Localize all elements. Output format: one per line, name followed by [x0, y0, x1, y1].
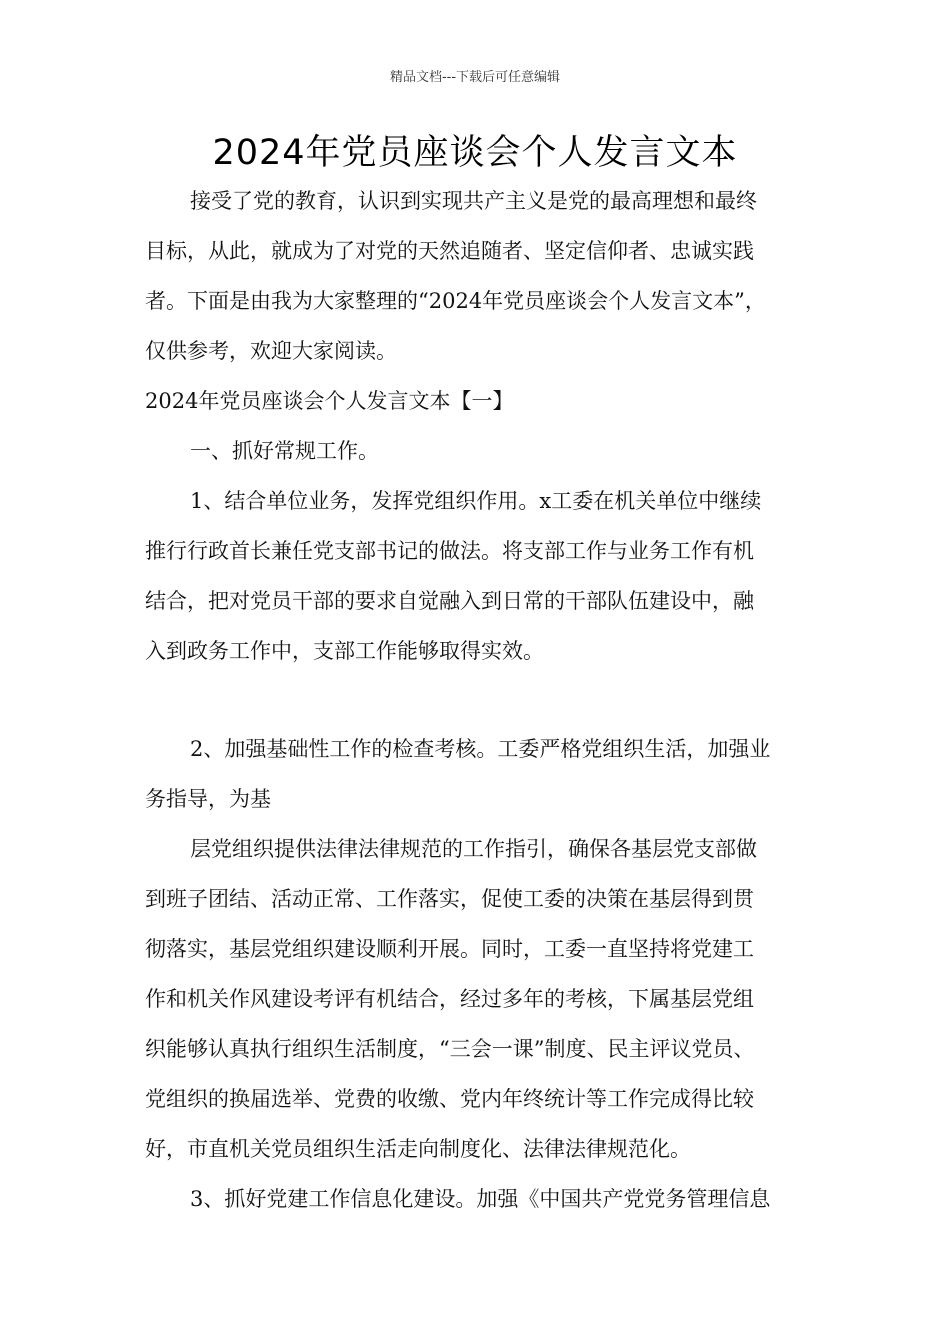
- section-heading: 2024年党员座谈会个人发言文本【一】: [145, 389, 514, 413]
- text-line: 仅供参考，欢迎大家阅读。: [145, 339, 397, 363]
- header-note: 精品文档---下载后可任意编辑: [389, 70, 561, 85]
- text-line: 务指导，为基: [145, 787, 271, 811]
- text-line: 党组织的换届选举、党费的收缴、党内年终统计等工作完成得比较: [145, 1087, 754, 1111]
- document-title: 2024年党员座谈会个人发言文本: [212, 133, 738, 173]
- text-line: 到班子团结、活动正常、工作落实，促使工委的决策在基层得到贯: [145, 887, 754, 911]
- text-line: 者。下面是由我为大家整理的“2024年党员座谈会个人发言文本”，: [145, 289, 766, 313]
- text-line: 目标，从此，就成为了对党的天然追随者、坚定信仰者、忠诚实践: [145, 239, 754, 263]
- text-line: 2、加强基础性工作的检查考核。工委严格党组织生活，加强业: [190, 737, 771, 761]
- text-line: 彻落实，基层党组织建设顺利开展。同时，工委一直坚持将党建工: [145, 937, 754, 961]
- text-line: 织能够认真执行组织生活制度，“三会一课”制度、民主评议党员、: [145, 1037, 755, 1061]
- text-line: 好，市直机关党员组织生活走向制度化、法律法律规范化。: [145, 1137, 691, 1161]
- text-line: 结合，把对党员干部的要求自觉融入到日常的干部队伍建设中，融: [145, 589, 754, 613]
- text-line: 推行行政首长兼任党支部书记的做法。将支部工作与业务工作有机: [145, 539, 754, 563]
- text-line: 入到政务工作中，支部工作能够取得实效。: [145, 639, 544, 663]
- text-line: 3、抓好党建工作信息化建设。加强《中国共产党党务管理信息: [190, 1187, 771, 1211]
- text-line: 层党组织提供法律法律规范的工作指引，确保各基层党支部做: [190, 837, 757, 861]
- subsection-heading: 一、抓好常规工作。: [190, 439, 379, 463]
- text-line: 1、结合单位业务，发挥党组织作用。x工委在机关单位中继续: [190, 489, 762, 513]
- text-line: 接受了党的教育，认识到实现共产主义是党的最高理想和最终: [190, 189, 757, 213]
- text-line: 作和机关作风建设考评有机结合，经过多年的考核，下属基层党组: [145, 987, 754, 1011]
